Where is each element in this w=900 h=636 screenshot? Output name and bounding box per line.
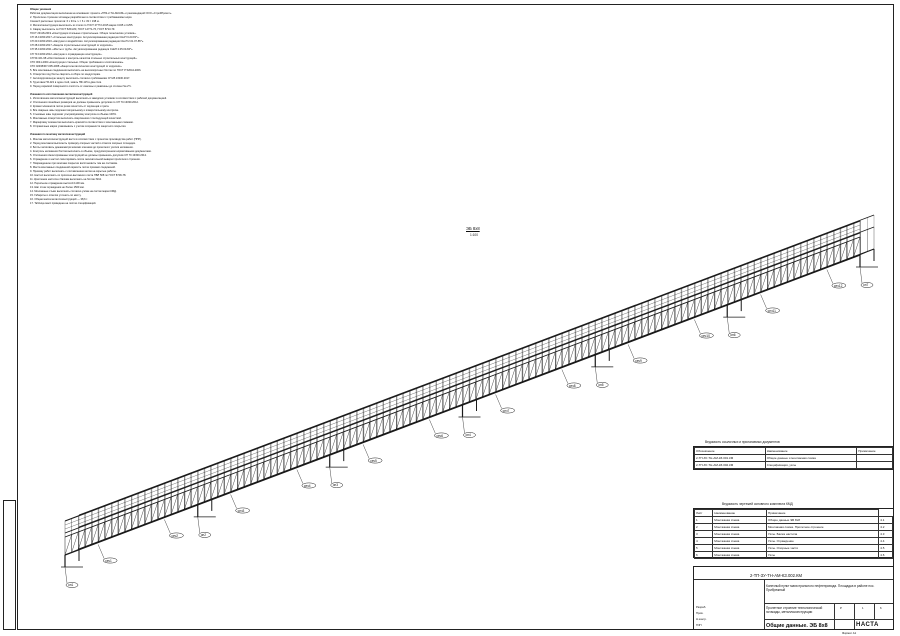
refs-table-row bbox=[695, 455, 893, 462]
general-note-line: ГОСТ 23118-2019 «Конструкции стальные строительные. Общие технические условия». bbox=[30, 32, 137, 36]
support-leader bbox=[330, 467, 332, 483]
manufacture-note-line: 8. Отправочные марки упаковывать с учетом сохранности защитного покрытия. bbox=[30, 125, 127, 129]
support-marker-label: оп7 bbox=[863, 283, 869, 287]
sheets-table-cell: 4.4 bbox=[879, 538, 893, 545]
railing-mesh bbox=[65, 225, 860, 525]
support-leader bbox=[198, 517, 200, 533]
sheets-table-cell: Монтажная схема bbox=[713, 517, 767, 524]
marker-leader bbox=[628, 345, 634, 359]
general-note-line: СП 20.13330.2016 «Нагрузки и воздействия. Актуализированная редакция СНиП 2.01.07-85*». bbox=[30, 40, 144, 44]
general-note-line: СП 16.13330.2017 «Стальные конструкции. Актуализированная редакция СНиП II-23-81*». bbox=[30, 36, 140, 40]
install-note-line: 15. Габариты и отметки уточнить по месту. bbox=[30, 194, 82, 198]
support-leader bbox=[727, 317, 729, 333]
object-name: Конечный пункт магистрального нефтепровода. Площадка в районе пос. Прибрежный bbox=[766, 584, 875, 592]
role-chief-engineer: ГИП bbox=[696, 623, 702, 627]
install-note-line: 14. Монтажные стыки выполнить согласно узлам на листах марки КМД. bbox=[30, 190, 117, 194]
general-note-line: СП 70.13330.2012 «Несущие и ограждающие конструкции». bbox=[30, 52, 103, 56]
marker-leader bbox=[694, 320, 700, 334]
general-note-line: 9. Перед окраской поверхности очистить от окалины и ржавчины до степени Sa 2½. bbox=[30, 84, 132, 88]
general-note-line: СП 35.13330.2011 «Мосты и трубы. Актуализированная редакция СНиП 2.05.03-84*». bbox=[30, 48, 134, 52]
support-marker-label: оп1 bbox=[68, 583, 74, 587]
sheets-table-cell: Монтажная схема bbox=[713, 531, 767, 538]
general-note-line: СТО 02495307-005-2008 «Защита металлических конструкций от коррозии». bbox=[30, 64, 123, 68]
construction-name: Пролетное строение технологической эстакады, металлоконструкции bbox=[766, 606, 823, 614]
railing-mesh bbox=[65, 233, 860, 533]
install-note-line: 1. Монтаж металлоконструкций вести в соответствии с проектом производства работ (ППР). bbox=[30, 137, 142, 141]
cross-beam bbox=[860, 249, 874, 255]
document-code: 2-ТП-ЗУ-ТН-АМ-КЗ.002.КМ bbox=[750, 573, 803, 578]
manufacture-note-line: 2. Отклонения линейных размеров не должны превышать допусков по СП 70.13330.2012. bbox=[30, 101, 139, 105]
support-marker-label: оп3 bbox=[332, 483, 339, 488]
truss-diagonal bbox=[65, 535, 72, 556]
sheets-table-cell: Общие данные ЭБ 8х8 bbox=[767, 517, 879, 524]
sheets-table bbox=[693, 508, 894, 558]
general-note-line: СП 53-101-98 «Изготовление и контроль качества стальных строительных конструкций». bbox=[30, 56, 138, 60]
stage-value: Р bbox=[840, 606, 842, 610]
general-note-line: Рабочая документация выполнена на основании: проекта «ПП2-2-ТН-АМ-КМ» и рекомендаций ООО «СтройПроект». bbox=[30, 12, 172, 16]
section-marker-label: сеч10 bbox=[701, 333, 710, 338]
sheets-table-row bbox=[695, 517, 893, 524]
sheets-table-cell: Монтажная схема. Пролетное строение bbox=[767, 524, 879, 531]
sheets-table-cell: Монтажная схема bbox=[713, 545, 767, 552]
refs-table-cell bbox=[857, 462, 893, 469]
drawing-name: Общие данные. ЭБ 8х8 bbox=[766, 623, 828, 629]
sheets-table-row bbox=[695, 545, 893, 552]
sheets-table-row bbox=[695, 538, 893, 545]
sheets-table-cell: 5 bbox=[695, 545, 713, 552]
general-note-line: 7. Антикоррозионную защиту выполнить согласно требованиям СП 28.13330.2017. bbox=[30, 76, 131, 80]
refs-table bbox=[693, 446, 894, 470]
support-marker-label: оп5 bbox=[598, 382, 604, 387]
general-note-line: 5. Все монтажные соединения выполнять на высокопрочных болтах по ГОСТ Р 52644-2006. bbox=[30, 68, 142, 72]
sheets-total: 6 bbox=[880, 606, 882, 610]
support-marker-label: оп4 bbox=[465, 433, 471, 437]
refs-table-header-row bbox=[695, 448, 893, 455]
refs-table-cell bbox=[857, 455, 893, 462]
install-note-line: 12. Перильное ограждение высотой 1100 мм. bbox=[30, 182, 85, 186]
sheets-table-cell: Узлы. Ограждение bbox=[767, 538, 879, 545]
sheets-table-body bbox=[694, 509, 893, 559]
general-note-line: 8. Грунтовка ГФ-021 в один слой, эмаль ПФ-115 в два слоя. bbox=[30, 80, 102, 84]
general-note-line: 2. Пролетное строение эстакады разработано в соответствии с требованиями норм. bbox=[30, 16, 133, 20]
sheets-table-cell: 4 bbox=[695, 538, 713, 545]
support-marker-label: оп6 bbox=[730, 333, 736, 338]
refs-table-cell: 2-ТП-ЗУ-ТН-АМ-КЗ.001.КМ bbox=[695, 455, 766, 462]
install-note-line: 9. Приемку работ выполнять с составлением актов на скрытые работы. bbox=[30, 169, 117, 173]
install-note-line: 6. Ограждение и настил смонтировать после окончательной выверки пролетного строения. bbox=[30, 157, 141, 161]
refs-table-caption: Ведомость ссылочных и прилагаемых документов bbox=[705, 440, 780, 444]
support-marker-label: оп2 bbox=[200, 532, 207, 537]
sheet-number: 1 bbox=[862, 606, 864, 610]
truss-diagonal bbox=[72, 532, 79, 553]
support-leader bbox=[463, 417, 465, 433]
company-logo: НАСТА bbox=[856, 622, 879, 628]
section-marker-label: сеч1 bbox=[105, 558, 112, 563]
section-marker-label: сеч12 bbox=[833, 283, 843, 288]
general-note-line: СТО 0041-2004 «Конструкции стальные. Общие требования к изготовлению». bbox=[30, 60, 124, 64]
refs-table-header-cell: Примечание bbox=[857, 448, 893, 455]
manufacture-note-line: 4. Все сварные швы подлежат визуальному и измерительному контролю. bbox=[30, 109, 119, 113]
sheets-table-cell: Узлы. Балка настила bbox=[767, 531, 879, 538]
sheets-table-cell: Монтажная схема bbox=[713, 524, 767, 531]
install-note-line: 2. Перед монтажом выполнить проверку опорных частей и отметок опорных площадок. bbox=[30, 141, 136, 145]
support-leader bbox=[860, 267, 862, 283]
drawing-view-title: ЭБ 8х8 bbox=[466, 226, 480, 231]
general-note-line: 6. Отверстия под болты сверлить в сборе по кондукторам. bbox=[30, 72, 101, 76]
sheets-table-header-cell: Лист bbox=[695, 510, 713, 517]
railing-mesh bbox=[65, 229, 860, 529]
install-note-line: 7. Поврежденное при монтаже покрытие восстановить тем же составом. bbox=[30, 161, 118, 165]
install-note-line: 10. Настил выполнить из просечно-вытяжного листа ПВЛ 508 по ГОСТ 8706-78. bbox=[30, 173, 127, 177]
sheets-table-cell: 4.2 bbox=[879, 524, 893, 531]
marker-leader bbox=[562, 370, 568, 384]
sheets-table-cell: 4.1 bbox=[879, 517, 893, 524]
section-marker-label: сеч3 bbox=[237, 508, 245, 513]
marker-leader bbox=[231, 495, 237, 509]
refs-table-header-cell: Обозначение bbox=[695, 448, 766, 455]
section-marker-label: сеч4 bbox=[303, 483, 311, 488]
sheets-table-header-row bbox=[695, 510, 893, 517]
install-note-line: 4. Контроль натяжения болтов выполнить в объеме, предусмотренном нормативными документами. bbox=[30, 149, 152, 153]
sheets-table-header-cell: Наименование bbox=[713, 510, 767, 517]
format-note: Формат А1 bbox=[842, 631, 857, 635]
notes-heading-general: Общие указания bbox=[30, 8, 52, 11]
sheets-table-cell: 4.6 bbox=[879, 552, 893, 559]
refs-table-cell: 2-ТП-ЗУ-ТН-АМ-КЗ.002.КМ bbox=[695, 462, 766, 469]
sheets-table-cell: 3 bbox=[695, 531, 713, 538]
sheets-table-cell: Узлы. Опорные части bbox=[767, 545, 879, 552]
install-note-line: 16. Общая масса металлоконструкций — 38,6 т. bbox=[30, 198, 88, 202]
manufacture-note-line: 1. Изготовление металлоконструкций выполнить в заводских условиях в соответствии с рабочей документацией. bbox=[30, 97, 167, 101]
support-leader bbox=[595, 367, 597, 383]
sheets-table-row bbox=[695, 552, 893, 559]
marker-leader bbox=[496, 395, 502, 409]
sheets-table-cell: 4.5 bbox=[879, 545, 893, 552]
install-note-line: 11. Крепление настила к балкам выполнить на болтах М12. bbox=[30, 177, 102, 181]
sheets-table-cell: 2 bbox=[695, 524, 713, 531]
refs-table-cell: Общие данные и монтажная схема bbox=[765, 455, 857, 462]
section-marker-label: сеч8 bbox=[568, 383, 576, 388]
title-block bbox=[693, 566, 894, 630]
sheets-table-cell: Монтажная схема bbox=[713, 538, 767, 545]
install-note-line: 3. Болты затягивать динамометрическими ключами до проектного усилия натяжения. bbox=[30, 145, 134, 149]
marker-leader bbox=[429, 420, 435, 434]
marker-leader bbox=[98, 545, 104, 559]
notes-heading-manufacture: Указания по изготовлению металлоконструкций bbox=[30, 92, 93, 96]
marker-leader bbox=[761, 295, 767, 309]
section-marker-label: сеч11 bbox=[767, 308, 776, 313]
marker-leader bbox=[297, 470, 303, 484]
install-note-line: 13. Шаг стоек ограждения не более 1500 мм. bbox=[30, 186, 85, 190]
refs-table-header-cell: Наименование bbox=[765, 448, 857, 455]
general-note-line: 3. Металлоконструкции выполнить из стали по ГОСТ 27772-2015 марки С345 и С255. bbox=[30, 24, 134, 28]
sheets-table-header-cell: Примечание bbox=[767, 510, 879, 517]
general-note-line: 4. Сварку выполнять по ГОСТ 5264-80, ГОСТ 14771-76, ГОСТ 8713-79. bbox=[30, 28, 116, 32]
sheets-table-cell: 4.3 bbox=[879, 531, 893, 538]
install-note-line: 5. Отклонения смонтированных конструкций не должны превышать допусков СП 70.13330.2012. bbox=[30, 153, 147, 157]
role-checker: Пров. bbox=[696, 611, 704, 615]
sheets-table-row bbox=[695, 524, 893, 531]
install-note-line: 8. Места монтажных соединений окрасить после приемки соединений. bbox=[30, 165, 116, 169]
install-note-line: 17. Таблица масс приведена на листах спецификаций. bbox=[30, 202, 97, 206]
marker-leader bbox=[363, 445, 369, 459]
section-marker-label: сеч6 bbox=[436, 433, 444, 438]
sheets-table-caption: Ведомость чертежей основного комплекта КМД bbox=[722, 502, 793, 506]
drawing-view-scale: 1:100 bbox=[470, 233, 478, 237]
section-marker-label: сеч9 bbox=[635, 358, 642, 363]
manufacture-note-line: 6. Монтажные отверстия выполнять сверлением с последующей зачисткой. bbox=[30, 117, 122, 121]
role-designer: Разраб. bbox=[696, 605, 707, 609]
manufacture-note-line: 5. Стыковые швы подлежат ультразвуковому контролю в объеме 100%. bbox=[30, 113, 117, 117]
sheets-table-cell: 1 bbox=[695, 517, 713, 524]
sheets-table-row bbox=[695, 531, 893, 538]
support-leader bbox=[65, 567, 67, 583]
sheets-table-cell: 6 bbox=[695, 552, 713, 559]
general-note-line: Схема 6 расчетных пролетов: 6 x 33 м. L = 6 x 33 = 198 м. bbox=[30, 20, 100, 24]
sheets-table-cell: Узлы bbox=[767, 552, 879, 559]
manufacture-note-line: 7. Маркировку элементов выполнить краской в соответствии с монтажными схемами. bbox=[30, 121, 134, 125]
sheets-table-cell: Монтажная схема bbox=[713, 552, 767, 559]
section-marker-label: сеч7 bbox=[502, 408, 510, 413]
role-norm-control: Н.контр. bbox=[696, 617, 707, 621]
marker-leader bbox=[827, 270, 833, 284]
refs-table-cell: Спецификация, узлы bbox=[765, 462, 857, 469]
marker-leader bbox=[164, 520, 170, 534]
refs-table-row bbox=[695, 462, 893, 469]
refs-table-body bbox=[694, 447, 893, 469]
general-note-line: СП 28.13330.2017 «Защита строительных конструкций от коррозии». bbox=[30, 44, 114, 48]
notes-heading-install: Указания по монтажу металлоконструкций bbox=[30, 133, 86, 137]
section-marker-label: сеч2 bbox=[171, 533, 179, 538]
manufacture-note-line: 3. Кромки элементов после резки зачистить от заусенцев и грата. bbox=[30, 105, 110, 109]
section-marker-label: сеч5 bbox=[370, 458, 377, 463]
